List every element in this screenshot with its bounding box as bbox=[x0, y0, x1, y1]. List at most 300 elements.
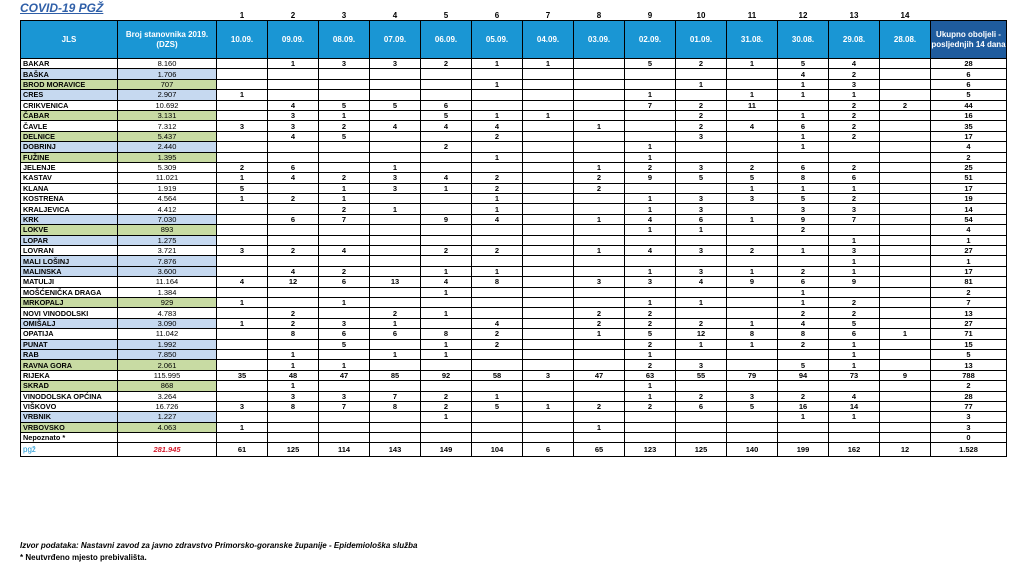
case-count bbox=[778, 433, 829, 443]
case-count: 3 bbox=[676, 194, 727, 204]
case-count: 1 bbox=[727, 183, 778, 193]
case-count: 2 bbox=[778, 391, 829, 401]
case-count: 2 bbox=[472, 173, 523, 183]
case-count bbox=[217, 214, 268, 224]
table-row bbox=[21, 349, 1007, 359]
case-count: 2 bbox=[421, 246, 472, 256]
case-count bbox=[676, 308, 727, 318]
case-count bbox=[574, 131, 625, 141]
table-row bbox=[21, 318, 1007, 328]
case-count: 1 bbox=[523, 401, 574, 411]
case-count: 2 bbox=[829, 297, 880, 307]
row-total: 16 bbox=[931, 110, 1007, 120]
case-count: 48 bbox=[268, 370, 319, 380]
case-count bbox=[319, 142, 370, 152]
case-count bbox=[880, 59, 931, 69]
sum-count: 6 bbox=[523, 443, 574, 457]
case-count: 2 bbox=[778, 339, 829, 349]
table-row bbox=[21, 194, 1007, 204]
table-row bbox=[21, 131, 1007, 141]
case-count: 1 bbox=[574, 329, 625, 339]
case-count bbox=[676, 69, 727, 79]
row-total: 17 bbox=[931, 266, 1007, 276]
case-count: 9 bbox=[625, 173, 676, 183]
date-header: 07.09. bbox=[370, 21, 421, 59]
column-number: 7 bbox=[545, 10, 551, 20]
case-count bbox=[880, 183, 931, 193]
table-row bbox=[21, 256, 1007, 266]
population-value: 7.876 bbox=[118, 256, 217, 266]
case-count: 6 bbox=[268, 214, 319, 224]
case-count bbox=[880, 246, 931, 256]
case-count: 12 bbox=[268, 277, 319, 287]
case-count bbox=[370, 422, 421, 432]
population-value bbox=[118, 433, 217, 443]
case-count bbox=[727, 225, 778, 235]
case-count: 1 bbox=[625, 349, 676, 359]
case-count bbox=[880, 110, 931, 120]
case-count bbox=[268, 204, 319, 214]
case-count: 6 bbox=[676, 401, 727, 411]
case-count: 1 bbox=[319, 360, 370, 370]
case-count bbox=[778, 152, 829, 162]
case-count: 1 bbox=[829, 256, 880, 266]
case-count bbox=[523, 183, 574, 193]
case-count bbox=[421, 433, 472, 443]
case-count bbox=[217, 100, 268, 110]
case-count: 2 bbox=[421, 391, 472, 401]
population-value: 5.309 bbox=[118, 162, 217, 172]
case-count: 2 bbox=[319, 121, 370, 131]
case-count bbox=[268, 90, 319, 100]
case-count: 1 bbox=[574, 246, 625, 256]
table-row bbox=[21, 391, 1007, 401]
case-count bbox=[676, 433, 727, 443]
case-count: 1 bbox=[421, 412, 472, 422]
case-count bbox=[370, 287, 421, 297]
case-count bbox=[217, 256, 268, 266]
case-count: 63 bbox=[625, 370, 676, 380]
case-count: 1 bbox=[727, 214, 778, 224]
sum-count: 61 bbox=[217, 443, 268, 457]
case-count: 2 bbox=[829, 308, 880, 318]
case-count bbox=[421, 69, 472, 79]
case-count: 2 bbox=[880, 100, 931, 110]
case-count bbox=[523, 69, 574, 79]
case-count bbox=[880, 225, 931, 235]
table-row bbox=[21, 121, 1007, 131]
case-count: 1 bbox=[829, 360, 880, 370]
case-count: 85 bbox=[370, 370, 421, 380]
case-count: 2 bbox=[625, 162, 676, 172]
column-number: 12 bbox=[798, 10, 808, 20]
case-count: 9 bbox=[880, 370, 931, 380]
population-value: 4.564 bbox=[118, 194, 217, 204]
row-total: 3 bbox=[931, 422, 1007, 432]
case-count: 2 bbox=[268, 318, 319, 328]
case-count bbox=[421, 152, 472, 162]
population-value: 2.440 bbox=[118, 142, 217, 152]
column-number: 8 bbox=[596, 10, 602, 20]
case-count bbox=[880, 173, 931, 183]
case-count bbox=[217, 235, 268, 245]
case-count: 8 bbox=[778, 329, 829, 339]
population-value: 3.264 bbox=[118, 391, 217, 401]
municipality-name: BAŠKA bbox=[21, 69, 118, 79]
case-count: 6 bbox=[370, 329, 421, 339]
case-count: 1 bbox=[778, 131, 829, 141]
case-count bbox=[472, 412, 523, 422]
case-count bbox=[472, 162, 523, 172]
case-count bbox=[268, 152, 319, 162]
case-count bbox=[727, 412, 778, 422]
municipality-name: MALINSKA bbox=[21, 266, 118, 276]
case-count: 2 bbox=[625, 360, 676, 370]
municipality-name: JELENJE bbox=[21, 162, 118, 172]
case-count: 1 bbox=[778, 183, 829, 193]
date-header: 01.09. bbox=[676, 21, 727, 59]
table-row bbox=[21, 329, 1007, 339]
case-count bbox=[880, 349, 931, 359]
row-total: 1 bbox=[931, 256, 1007, 266]
case-count: 2 bbox=[778, 225, 829, 235]
case-count: 4 bbox=[778, 69, 829, 79]
case-count: 2 bbox=[676, 110, 727, 120]
municipality-name: OPATIJA bbox=[21, 329, 118, 339]
case-count: 1 bbox=[268, 59, 319, 69]
case-count: 2 bbox=[574, 401, 625, 411]
case-count: 4 bbox=[268, 266, 319, 276]
case-count bbox=[472, 256, 523, 266]
case-count: 2 bbox=[268, 246, 319, 256]
case-count bbox=[880, 381, 931, 391]
date-header: 10.09. bbox=[217, 21, 268, 59]
case-count: 1 bbox=[421, 287, 472, 297]
population-value: 3.090 bbox=[118, 318, 217, 328]
row-total: 2 bbox=[931, 381, 1007, 391]
case-count: 1 bbox=[727, 339, 778, 349]
case-count: 1 bbox=[319, 194, 370, 204]
case-count: 2 bbox=[421, 59, 472, 69]
case-count: 2 bbox=[268, 194, 319, 204]
case-count bbox=[370, 90, 421, 100]
sum-count: 114 bbox=[319, 443, 370, 457]
case-count bbox=[574, 381, 625, 391]
case-count: 4 bbox=[370, 121, 421, 131]
case-count bbox=[523, 318, 574, 328]
row-total: 28 bbox=[931, 391, 1007, 401]
case-count bbox=[727, 110, 778, 120]
case-count bbox=[523, 121, 574, 131]
case-count: 5 bbox=[625, 329, 676, 339]
case-count: 1 bbox=[829, 90, 880, 100]
case-count bbox=[370, 266, 421, 276]
case-count bbox=[217, 287, 268, 297]
case-count bbox=[217, 110, 268, 120]
row-total: 13 bbox=[931, 308, 1007, 318]
population-value: 11.021 bbox=[118, 173, 217, 183]
case-count: 4 bbox=[421, 121, 472, 131]
case-count bbox=[523, 235, 574, 245]
case-count bbox=[370, 79, 421, 89]
case-count bbox=[370, 235, 421, 245]
case-count bbox=[676, 90, 727, 100]
row-total: 17 bbox=[931, 131, 1007, 141]
row-total: 14 bbox=[931, 204, 1007, 214]
case-count: 4 bbox=[472, 318, 523, 328]
case-count bbox=[574, 79, 625, 89]
population-value: 868 bbox=[118, 381, 217, 391]
case-count: 4 bbox=[472, 214, 523, 224]
table-row bbox=[21, 79, 1007, 89]
row-total: 5 bbox=[931, 90, 1007, 100]
case-count: 1 bbox=[625, 194, 676, 204]
case-count bbox=[472, 349, 523, 359]
case-count bbox=[370, 297, 421, 307]
case-count: 2 bbox=[370, 308, 421, 318]
population-value: 8.160 bbox=[118, 59, 217, 69]
case-count bbox=[268, 422, 319, 432]
case-count: 3 bbox=[676, 246, 727, 256]
case-count: 2 bbox=[319, 173, 370, 183]
case-count: 6 bbox=[778, 121, 829, 131]
row-total: 44 bbox=[931, 100, 1007, 110]
case-count: 2 bbox=[829, 194, 880, 204]
case-count bbox=[268, 142, 319, 152]
table-row bbox=[21, 370, 1007, 380]
case-count bbox=[472, 225, 523, 235]
case-count: 6 bbox=[268, 162, 319, 172]
case-count: 3 bbox=[319, 59, 370, 69]
case-count: 2 bbox=[829, 110, 880, 120]
case-count bbox=[523, 142, 574, 152]
population-value: 10.692 bbox=[118, 100, 217, 110]
case-count: 14 bbox=[829, 401, 880, 411]
case-count bbox=[727, 287, 778, 297]
case-count bbox=[217, 433, 268, 443]
case-count: 3 bbox=[370, 59, 421, 69]
case-count bbox=[421, 162, 472, 172]
case-count: 5 bbox=[676, 173, 727, 183]
case-count bbox=[625, 287, 676, 297]
case-count bbox=[574, 297, 625, 307]
case-count bbox=[574, 100, 625, 110]
case-count: 2 bbox=[625, 339, 676, 349]
case-count: 11 bbox=[727, 100, 778, 110]
case-count bbox=[727, 381, 778, 391]
case-count bbox=[574, 69, 625, 79]
case-count bbox=[727, 360, 778, 370]
case-count: 1 bbox=[829, 183, 880, 193]
case-count bbox=[727, 69, 778, 79]
case-count: 1 bbox=[829, 349, 880, 359]
case-count: 1 bbox=[472, 204, 523, 214]
case-count bbox=[574, 194, 625, 204]
case-count bbox=[727, 204, 778, 214]
case-count bbox=[829, 287, 880, 297]
table-row bbox=[21, 225, 1007, 235]
case-count: 3 bbox=[217, 401, 268, 411]
case-count: 2 bbox=[829, 121, 880, 131]
case-count bbox=[319, 412, 370, 422]
case-count bbox=[880, 318, 931, 328]
table-row bbox=[21, 381, 1007, 391]
sum-count: 140 bbox=[727, 443, 778, 457]
case-count: 1 bbox=[217, 318, 268, 328]
row-total: 25 bbox=[931, 162, 1007, 172]
case-count bbox=[217, 225, 268, 235]
case-count bbox=[472, 308, 523, 318]
case-count bbox=[880, 90, 931, 100]
case-count bbox=[829, 422, 880, 432]
case-count bbox=[370, 381, 421, 391]
case-count: 1 bbox=[472, 79, 523, 89]
case-count bbox=[472, 433, 523, 443]
case-count: 1 bbox=[319, 297, 370, 307]
case-count bbox=[319, 422, 370, 432]
case-count: 6 bbox=[676, 214, 727, 224]
municipality-name: KOSTRENA bbox=[21, 194, 118, 204]
municipality-name: LOPAR bbox=[21, 235, 118, 245]
case-count: 1 bbox=[370, 318, 421, 328]
case-count bbox=[370, 339, 421, 349]
case-count bbox=[523, 225, 574, 235]
sum-row bbox=[21, 443, 1007, 457]
case-count: 2 bbox=[625, 318, 676, 328]
case-count: 2 bbox=[472, 329, 523, 339]
municipality-name: OMIŠALJ bbox=[21, 318, 118, 328]
case-count: 1 bbox=[523, 59, 574, 69]
case-count: 2 bbox=[319, 204, 370, 214]
jls-header: JLS bbox=[21, 21, 118, 59]
table-row bbox=[21, 287, 1007, 297]
case-count: 2 bbox=[676, 391, 727, 401]
case-count bbox=[319, 225, 370, 235]
case-count bbox=[217, 329, 268, 339]
case-count: 6 bbox=[319, 277, 370, 287]
case-count bbox=[523, 162, 574, 172]
case-count bbox=[268, 79, 319, 89]
case-count: 2 bbox=[829, 131, 880, 141]
case-count: 1 bbox=[421, 183, 472, 193]
table-row bbox=[21, 412, 1007, 422]
population-value: 4.412 bbox=[118, 204, 217, 214]
column-number: 3 bbox=[341, 10, 347, 20]
case-count bbox=[421, 422, 472, 432]
case-count: 1 bbox=[625, 225, 676, 235]
population-value: 11.164 bbox=[118, 277, 217, 287]
case-count bbox=[523, 297, 574, 307]
case-count bbox=[319, 235, 370, 245]
case-count: 4 bbox=[319, 246, 370, 256]
table-row bbox=[21, 339, 1007, 349]
case-count bbox=[319, 349, 370, 359]
municipality-name: ČAVLE bbox=[21, 121, 118, 131]
header-row bbox=[21, 21, 1007, 59]
sum-label: pgž bbox=[21, 443, 118, 457]
table-row bbox=[21, 297, 1007, 307]
population-value: 929 bbox=[118, 297, 217, 307]
municipality-name: VIŠKOVO bbox=[21, 401, 118, 411]
case-count: 3 bbox=[319, 318, 370, 328]
case-count: 3 bbox=[370, 173, 421, 183]
case-count: 1 bbox=[421, 339, 472, 349]
case-count: 1 bbox=[727, 318, 778, 328]
case-count: 1 bbox=[472, 266, 523, 276]
case-count bbox=[880, 69, 931, 79]
row-total: 1 bbox=[931, 235, 1007, 245]
population-value: 4.063 bbox=[118, 422, 217, 432]
case-count bbox=[268, 412, 319, 422]
row-total: 71 bbox=[931, 329, 1007, 339]
case-count bbox=[778, 349, 829, 359]
sum-count: 125 bbox=[268, 443, 319, 457]
sum-count: 65 bbox=[574, 443, 625, 457]
municipality-name: MATULJI bbox=[21, 277, 118, 287]
case-count: 8 bbox=[421, 329, 472, 339]
case-count: 2 bbox=[778, 266, 829, 276]
case-count bbox=[370, 246, 421, 256]
municipality-name: DELNICE bbox=[21, 131, 118, 141]
case-count: 1 bbox=[421, 349, 472, 359]
case-count: 6 bbox=[421, 100, 472, 110]
case-count bbox=[523, 266, 574, 276]
sum-count: 143 bbox=[370, 443, 421, 457]
case-count bbox=[880, 287, 931, 297]
row-total: 54 bbox=[931, 214, 1007, 224]
case-count bbox=[523, 152, 574, 162]
sum-count: 125 bbox=[676, 443, 727, 457]
case-count bbox=[880, 339, 931, 349]
case-count bbox=[268, 297, 319, 307]
table-row bbox=[21, 214, 1007, 224]
row-total: 19 bbox=[931, 194, 1007, 204]
case-count bbox=[574, 349, 625, 359]
case-count bbox=[268, 287, 319, 297]
case-count bbox=[625, 110, 676, 120]
case-count bbox=[676, 183, 727, 193]
case-count bbox=[523, 433, 574, 443]
case-count: 9 bbox=[778, 214, 829, 224]
case-count: 4 bbox=[625, 246, 676, 256]
case-count: 3 bbox=[319, 391, 370, 401]
case-count: 2 bbox=[625, 401, 676, 411]
municipality-name: VINODOLSKA OPĆINA bbox=[21, 391, 118, 401]
case-count: 6 bbox=[319, 329, 370, 339]
table-row bbox=[21, 183, 1007, 193]
case-count: 3 bbox=[676, 360, 727, 370]
population-value: 7.850 bbox=[118, 349, 217, 359]
case-count: 1 bbox=[217, 422, 268, 432]
case-count bbox=[319, 381, 370, 391]
case-count bbox=[217, 69, 268, 79]
case-count bbox=[727, 131, 778, 141]
case-count: 2 bbox=[268, 308, 319, 318]
case-count bbox=[523, 381, 574, 391]
table-row bbox=[21, 360, 1007, 370]
case-count: 1 bbox=[217, 90, 268, 100]
case-count bbox=[268, 235, 319, 245]
case-count bbox=[625, 235, 676, 245]
column-number: 4 bbox=[392, 10, 398, 20]
population-value: 2.061 bbox=[118, 360, 217, 370]
case-count bbox=[421, 256, 472, 266]
case-count bbox=[421, 194, 472, 204]
row-total: 2 bbox=[931, 287, 1007, 297]
case-count: 2 bbox=[778, 308, 829, 318]
case-count bbox=[421, 79, 472, 89]
municipality-name: CRES bbox=[21, 90, 118, 100]
